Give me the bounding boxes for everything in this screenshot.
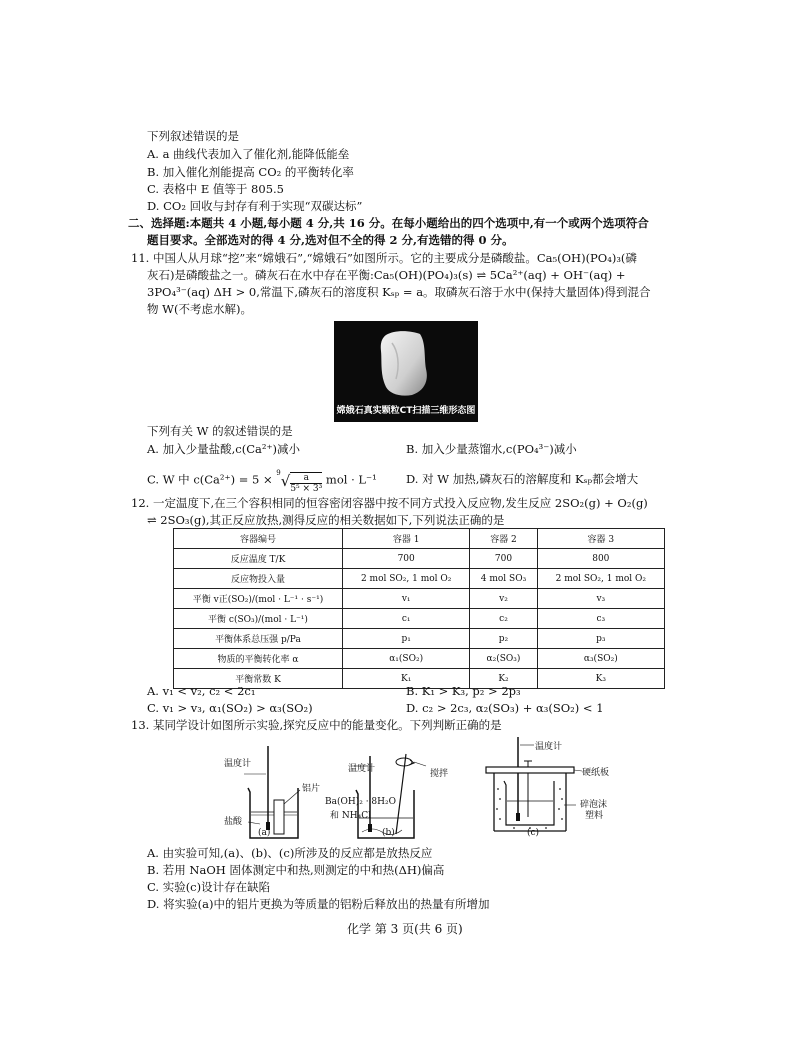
- table-cell: c₁: [343, 609, 470, 629]
- q13-option-a: A. 由实验可知,(a)、(b)、(c)所涉及的反应都是放热反应: [147, 846, 433, 860]
- q12-option-d: D. c₂ > 2c₃, α₂(SO₃) + α₃(SO₂) < 1: [406, 701, 604, 715]
- q12-line-1: 12. 一定温度下,在三个容积相同的恒容密闭容器中按不同方式投入反应物,发生反应 2SO₂(g) + O₂(g): [131, 496, 648, 510]
- table-cell: 反应温度 T/K: [174, 549, 343, 569]
- table-cell: 平衡 c(SO₃)/(mol · L⁻¹): [174, 609, 343, 629]
- q10-option-b: B. 加入催化剂能提高 CO₂ 的平衡转化率: [147, 165, 354, 179]
- table-row: [174, 609, 665, 629]
- q11-option-c-unit: mol · L⁻¹: [325, 472, 377, 487]
- table-cell: 2 mol SO₂, 1 mol O₂: [343, 569, 470, 589]
- fig-c-foam-label-2: 塑料: [585, 811, 604, 821]
- table-row: [174, 569, 665, 589]
- section-heading-line2: 题目要求。全部选对的得 4 分,选对但不全的得 2 分,有选错的得 0 分。: [147, 233, 514, 247]
- q11-line-2: 灰石)是磷酸盐之一。磷灰石在水中存在平衡:Ca₅(OH)(PO₄)₃(s) ⇌ 5Ca²⁺(aq) + OH⁻(aq) +: [147, 268, 626, 282]
- table-cell: 700: [343, 549, 470, 569]
- table-cell: K₁: [343, 669, 470, 689]
- table-row: [174, 649, 665, 669]
- table-cell: v₃: [537, 589, 664, 609]
- q11-line-3: 3PO₄³⁻(aq) ΔH > 0,常温下,磷灰石的溶度积 Kₛₚ = a。取磷灰石溶于水中(保持大量固体)得到混合: [147, 285, 651, 299]
- table-row: [174, 629, 665, 649]
- table-cell: 700: [470, 549, 537, 569]
- q12-data-table: [173, 528, 665, 689]
- table-cell: c₂: [470, 609, 537, 629]
- fig-a-caption: (a): [258, 828, 271, 838]
- q13-line-1: 13. 某同学设计如图所示实验,探究反应中的能量变化。下列判断正确的是: [131, 718, 502, 732]
- page-footer: 化学 第 3 页(共 6 页): [347, 922, 463, 936]
- fig-c-foam-label-1: 碎泡沫: [580, 800, 608, 810]
- table-cell: 容器 3: [537, 529, 664, 549]
- root-denominator: 5⁵ × 3³: [290, 483, 323, 494]
- table-cell: 平衡 v正(SO₂)/(mol · L⁻¹ · s⁻¹): [174, 589, 343, 609]
- table-cell: 4 mol SO₃: [470, 569, 537, 589]
- q11-line-4: 物 W(不考虑水解)。: [147, 302, 252, 316]
- table-cell: p₂: [470, 629, 537, 649]
- fig-c-caption: (c): [527, 828, 540, 838]
- table-row: [174, 549, 665, 569]
- fig-b-stir-label: 搅拌: [430, 769, 449, 779]
- q11-option-b: B. 加入少量蒸馏水,c(PO₄³⁻)减小: [406, 442, 577, 456]
- table-cell: p₁: [343, 629, 470, 649]
- fig-c-thermometer-label: 温度计: [535, 742, 563, 752]
- table-cell: 平衡体系总压强 p/Pa: [174, 629, 343, 649]
- q12-option-c: C. v₁ > v₃, α₁(SO₂) > α₃(SO₂): [147, 701, 313, 715]
- root-index: 9: [276, 469, 281, 477]
- section-heading: [128, 215, 649, 231]
- change-stone-photo: [334, 321, 478, 422]
- table-cell: α₂(SO₃): [470, 649, 537, 669]
- table-cell: 容器 1: [343, 529, 470, 549]
- table-cell: 2 mol SO₂, 1 mol O₂: [537, 569, 664, 589]
- q12-option-a: A. v₁ < v₂, c₂ < 2c₁: [147, 684, 256, 698]
- q11-option-c: [147, 466, 377, 495]
- nth-root: $^9$√ $\frac{a}{\text{5⁵ × 3³}}$: [276, 469, 323, 494]
- root-fraction: [290, 472, 322, 494]
- fig-a-acid-label: 盐酸: [224, 817, 243, 827]
- q11-option-a: A. 加入少量盐酸,c(Ca²⁺)减小: [147, 442, 301, 456]
- table-cell: 容器 2: [470, 529, 537, 549]
- q11-option-c-prefix: C. W 中 c(Ca²⁺) = 5 ×: [147, 472, 273, 487]
- fig-b-reagent-1: Ba(OH)₂ · 8H₂O: [325, 797, 396, 807]
- fig-a-aluminum-label: 铝片: [302, 784, 321, 794]
- table-cell: c₃: [537, 609, 664, 629]
- table-cell: 反应物投入量: [174, 569, 343, 589]
- root-numerator: a: [290, 473, 322, 484]
- q13-option-b: B. 若用 NaOH 固体测定中和热,则测定的中和热(ΔH)偏高: [147, 863, 445, 877]
- photo-caption: 嫦娥石真实颗粒CT扫描三维形态图: [336, 406, 476, 416]
- table-cell: α₁(SO₂): [343, 649, 470, 669]
- q11-option-d: D. 对 W 加热,磷灰石的溶解度和 Kₛₚ都会增大: [406, 472, 639, 486]
- fig-a-thermometer-label: 温度计: [224, 759, 252, 769]
- table-cell: 平衡常数 K: [174, 669, 343, 689]
- q13-option-c: C. 实验(c)设计存在缺陷: [147, 880, 271, 894]
- table-cell: p₃: [537, 629, 664, 649]
- q13-option-d: D. 将实验(a)中的铝片更换为等质量的铝粉后释放出的热量有所增加: [147, 897, 490, 911]
- table-cell: K₃: [537, 669, 664, 689]
- q10-option-a: A. a 曲线代表加入了催化剂,能降低能垒: [147, 147, 350, 161]
- table-cell: 物质的平衡转化率 α: [174, 649, 343, 669]
- fig-b-reagent-2: 和 NH₄Cl: [330, 811, 371, 821]
- fig-b-caption: (b): [382, 828, 395, 838]
- table-cell: v₂: [470, 589, 537, 609]
- table-header-row: [174, 529, 665, 549]
- section-heading-bold: 在每小题给出的四个选项中,有一个或两个选项符合: [391, 216, 649, 230]
- q12-line-2: ⇌ 2SO₃(g),其正反应放热,测得反应的相关数据如下,下列说法正确的是: [147, 513, 505, 527]
- table-cell: α₃(SO₂): [537, 649, 664, 669]
- table-cell: v₁: [343, 589, 470, 609]
- q11-line-1: 11. 中国人从月球“挖”来“嫦娥石”,“嫦娥石”如图所示。它的主要成分是磷酸盐。Ca₅(OH)(PO₄)₃(磷: [131, 251, 637, 265]
- table-cell: 800: [537, 549, 664, 569]
- table-cell: K₂: [470, 669, 537, 689]
- section-heading-plain: 二、选择题:本题共 4 小题,每小题 4 分,共 16 分。: [128, 216, 392, 230]
- fig-c-board-label: 硬纸板: [582, 768, 610, 778]
- table-row: [174, 589, 665, 609]
- q10-option-c: C. 表格中 E 值等于 805.5: [147, 182, 284, 196]
- q12-option-b: B. K₁ > K₃, p₂ > 2p₃: [406, 684, 521, 698]
- fig-b-thermometer-label: 温度计: [348, 764, 376, 774]
- table-cell: 容器编号: [174, 529, 343, 549]
- apparatus-b: [352, 742, 442, 842]
- q10-stem: 下列叙述错误的是: [147, 129, 239, 143]
- q10-option-d: D. CO₂ 回收与封存有利于实现“双碳达标”: [147, 199, 363, 213]
- q11-stem: 下列有关 W 的叙述错误的是: [147, 424, 293, 438]
